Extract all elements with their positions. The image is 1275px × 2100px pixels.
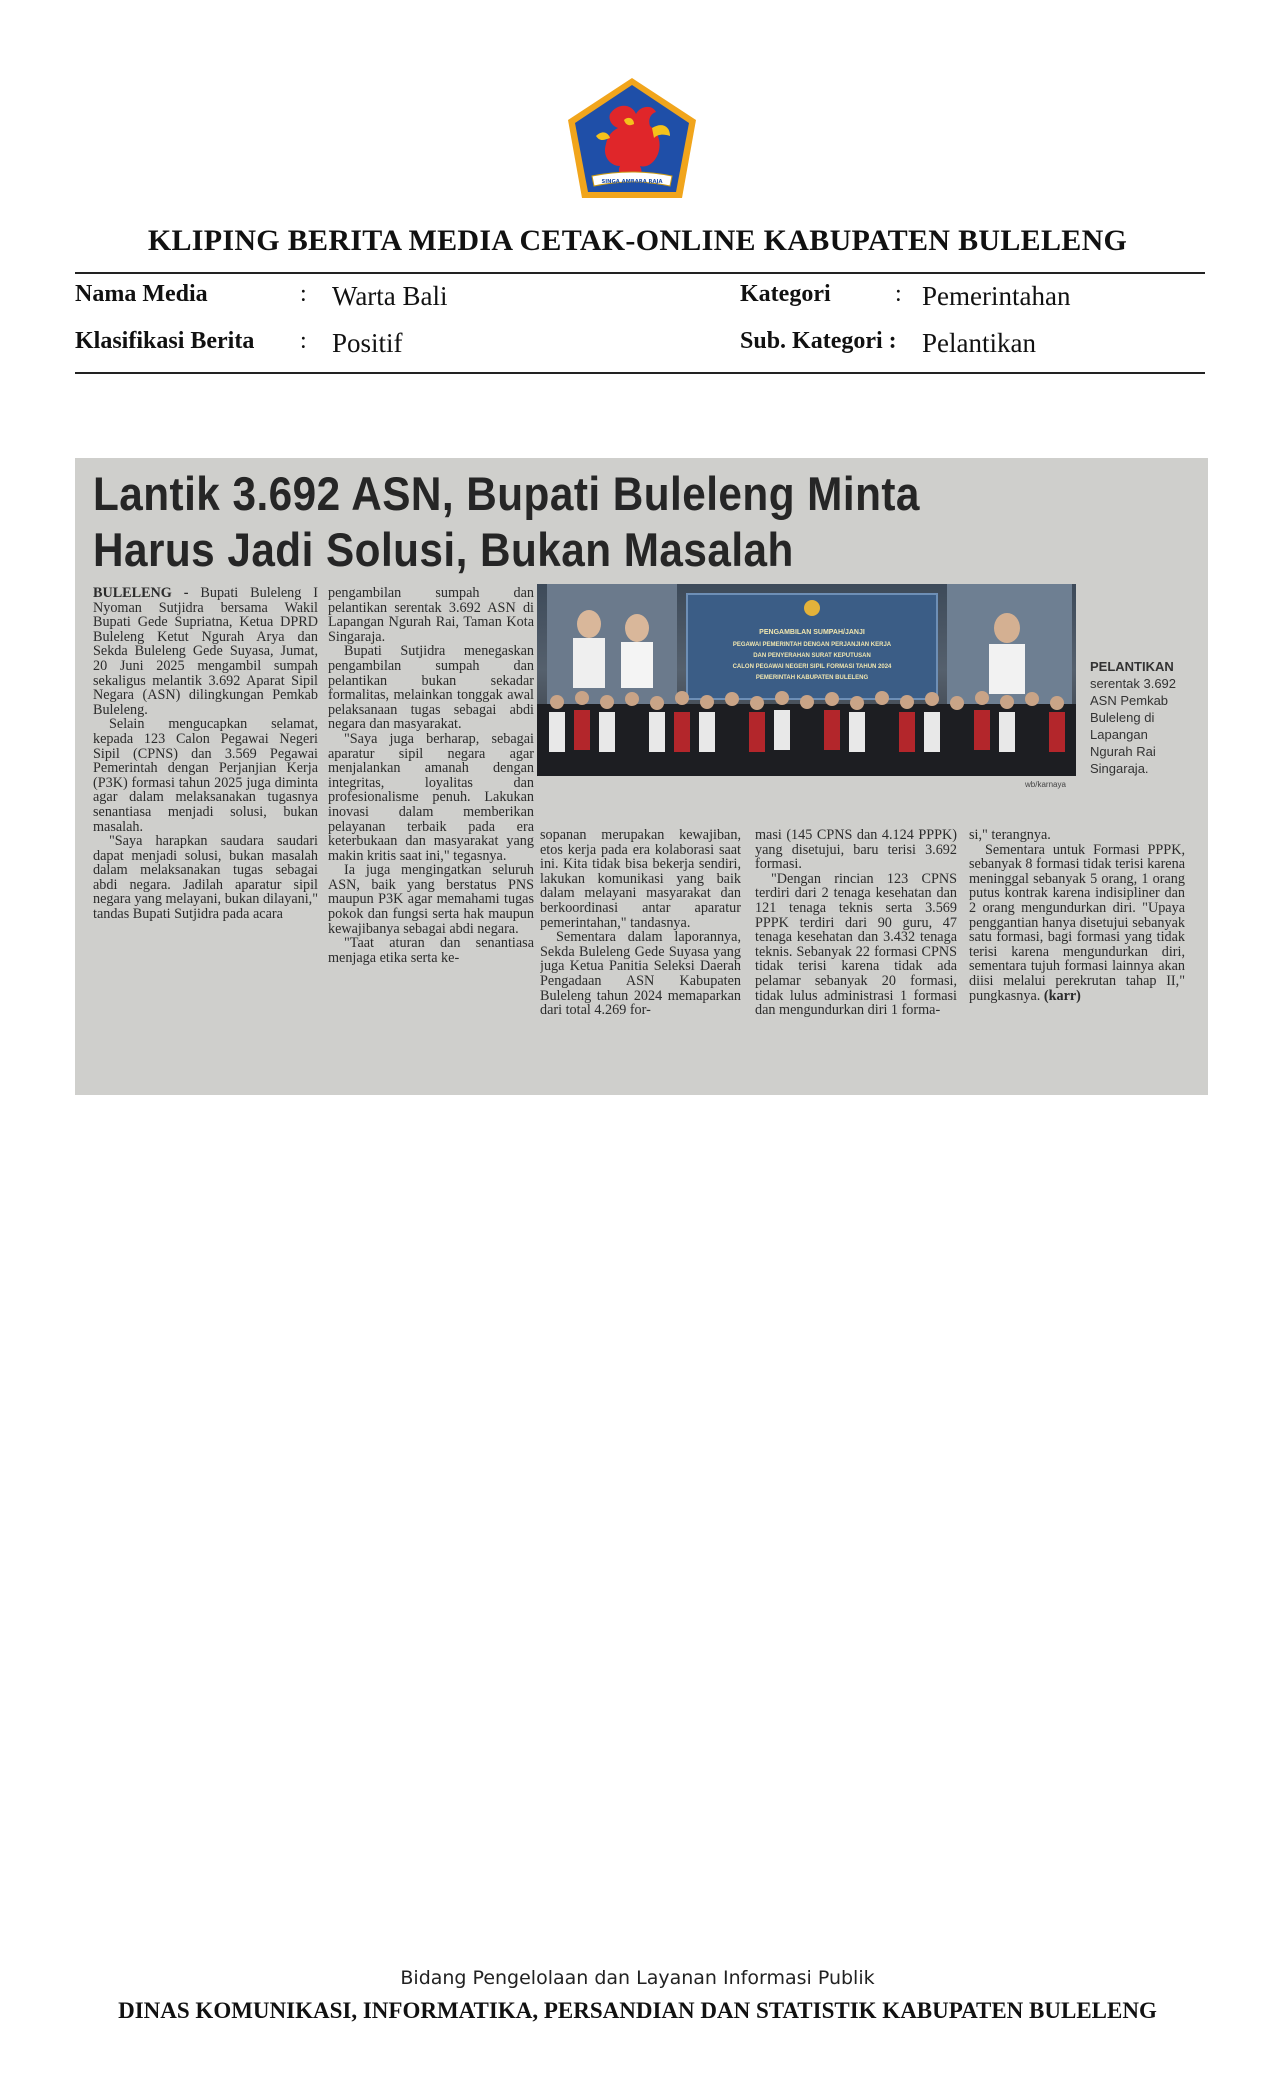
col2-paragraph-1: pengambilan sumpah dan pelantikan serentak 3.692 ASN di Lapangan Ngurah Rai, Taman Kota Singaraja. xyxy=(328,586,534,645)
banner-line-4: CALON PEGAWAI NEGERI SIPIL FORMASI TAHUN 2024 xyxy=(732,664,892,670)
col3-paragraph-1: sopanan merupakan kewajiban, etos kerja pada era kolaborasi saat ini. Kita tidak bisa bekerja sendiri, lakukan komunikasi yang baik dalam melayani masyarakat dan berkoordinasi antar aparatur pemerintahan," tandasnya. xyxy=(540,828,741,931)
headline-line-1: Lantik 3.692 ASN, Bupati Buleleng Minta xyxy=(93,467,920,520)
sub-kategori-value: Pelantikan xyxy=(922,328,1036,358)
article-column-3 xyxy=(540,828,741,1091)
article-column-5 xyxy=(969,828,1185,1091)
col5-paragraph-1: si," terangnya. xyxy=(969,828,1051,843)
article-column-1 xyxy=(93,586,318,1091)
col2-paragraph-3: "Saya juga berharap, sebagai aparatur sipil negara agar menjalankan amanah dengan integritas, loyalitas dan profesionalisme penuh. Lakukan inovasi dalam memberikan pelayanan terbaik pada era keterbukaan dan masyarakat yang makin kritis saat ini," tegasnya. xyxy=(328,730,534,864)
logo-ribbon-text: SINGA AMBARA RAJA xyxy=(601,179,663,185)
nama-media-value: Warta Bali xyxy=(332,281,448,311)
article-column-4 xyxy=(755,828,957,1091)
banner-line-3: DAN PENYERAHAN SURAT KEPUTUSAN xyxy=(753,653,871,659)
article-headline xyxy=(93,466,1083,578)
dateline: BULELENG - xyxy=(93,586,189,601)
kategori-value: Pemerintahan xyxy=(922,281,1071,311)
singa-ambara-raja-logo xyxy=(566,76,698,200)
article-photo xyxy=(537,584,1076,776)
top-divider xyxy=(75,272,1205,274)
banner-line-1: PENGAMBILAN SUMPAH/JANJI xyxy=(759,629,865,636)
klasifikasi-label: Klasifikasi Berita xyxy=(75,328,255,354)
klasifikasi-value: Positif xyxy=(332,328,403,358)
article-signoff: (karr) xyxy=(1043,987,1081,1004)
article-column-2 xyxy=(328,586,534,1091)
col2-paragraph-5: "Taat aturan dan senantiasa menjaga etika serta ke- xyxy=(328,935,534,966)
col5-paragraph-2: Sementara untuk Formasi PPPK, sebanyak 8 formasi tidak terisi karena meninggal sebanyak 5 orang, 1 orang putus kontrak karena indisipliner dan 2 orang mengundurkan diri. "Upaya penggantian hanya disetujui sebanyak satu formasi, bagi formasi yang tidak terisi karena mengundurkan diri, sementara tujuh formasi lainnya akan diisi melalui perekrutan tahap II," pungkasnya. xyxy=(969,841,1185,1004)
col2-paragraph-4: Ia juga mengingatkan seluruh ASN, baik yang berstatus PNS maupun P3K agar memahami tugas pokok dan fungsi serta hak maupun kewajibanya sebagai abdi negara. xyxy=(328,862,534,937)
col1-paragraph-1: Bupati Buleleng I Nyoman Sutjidra bersama Wakil Bupati Gede Supriatna, Ketua DPRD Buleleng Ketut Ngurah Arya dan Sekda Buleleng Gede Suyasa, Jumat, 20 Juni 2025 mengambil sumpah sekaligus melantik 3.692 Aparat Sipil Negara (ASN) dilingkungan Pemkab Buleleng. xyxy=(93,586,318,718)
banner-line-5: PEMERINTAH KABUPATEN BULELENG xyxy=(755,675,869,681)
col4-paragraph-2: "Dengan rincian 123 CPNS terdiri dari 2 tenaga kesehatan dan 121 tenaga teknis serta 3.569 PPPK terdiri dari 90 guru, 47 tenaga kesehatan dan 3.432 tenaga teknis. Sebanyak 22 formasi CPNS tidak terisi karena tidak ada pelamar sebanyak 20 formasi, tidak lulus administrasi 1 formasi dan mengundurkan diri 1 forma- xyxy=(755,870,957,1019)
caption-title: PELANTIKAN xyxy=(1090,659,1174,674)
photo-illustration xyxy=(537,584,1076,776)
col4-paragraph-1: masi (145 CPNS dan 4.124 PPPK) yang disetujui, baru terisi 3.692 formasi. xyxy=(755,828,957,873)
col1-paragraph-3: "Saya harapkan saudara saudari dapat menjadi solusi, bukan masalah dalam melaksanakan tugas sebagai abdi negara. Jadilah aparatur sipil negara yang melayani, bukan dilayani," tandas Bupati Sutjidra pada acara xyxy=(93,833,318,923)
footer-division: Bidang Pengelolaan dan Layanan Informasi Publik xyxy=(400,1967,875,1989)
nama-media-colon: : xyxy=(300,281,307,307)
banner-line-2: PEGAWAI PEMERINTAH DENGAN PERJANJIAN KERJA xyxy=(732,642,892,648)
kategori-label: Kategori xyxy=(740,281,831,307)
photo-credit: wb/karnaya xyxy=(1025,780,1066,789)
caption-text: serentak 3.692 ASN Pemkab Buleleng di Lapangan Ngurah Rai Singaraja. xyxy=(1090,676,1177,776)
photo-caption xyxy=(1090,658,1190,777)
meta-divider xyxy=(75,372,1205,374)
sub-kategori-label: Sub. Kategori : xyxy=(740,328,897,354)
col3-paragraph-2: Sementara dalam laporannya, Sekda Buleleng Gede Suyasa yang juga Ketua Panitia Seleksi Daerah Pengadaan ASN Kabupaten Buleleng tahun 2024 memaparkan dari total 4.269 for- xyxy=(540,929,741,1019)
footer-department: DINAS KOMUNIKASI, INFORMATIKA, PERSANDIAN DAN STATISTIK KABUPATEN BULELENG xyxy=(118,1998,1157,2023)
page-title: KLIPING BERITA MEDIA CETAK-ONLINE KABUPATEN BULELENG xyxy=(147,224,1128,257)
col1-paragraph-2: Selain mengucapkan selamat, kepada 123 Calon Pegawai Negeri Sipil (CPNS) dan 3.569 Pegawai Pemerintah dengan Perjanjian Kerja (P3K) formasi tahun 2025 juga diminta agar dalam melaksanakan tugasnya senantiasa menjadi solusi, bukan masalah. xyxy=(93,716,318,835)
klasifikasi-colon: : xyxy=(300,328,307,354)
kategori-colon: : xyxy=(895,281,902,307)
col2-paragraph-2: Bupati Sutjidra menegaskan pengambilan sumpah dan pelantikan bukan sekadar formalitas, melainkan tonggak awal pelaksanaan tugas sebagai abdi negara dan masyarakat. xyxy=(328,643,534,733)
newspaper-clipping xyxy=(75,458,1208,1095)
nama-media-label: Nama Media xyxy=(75,281,208,307)
headline-line-2: Harus Jadi Solusi, Bukan Masalah xyxy=(93,523,794,576)
